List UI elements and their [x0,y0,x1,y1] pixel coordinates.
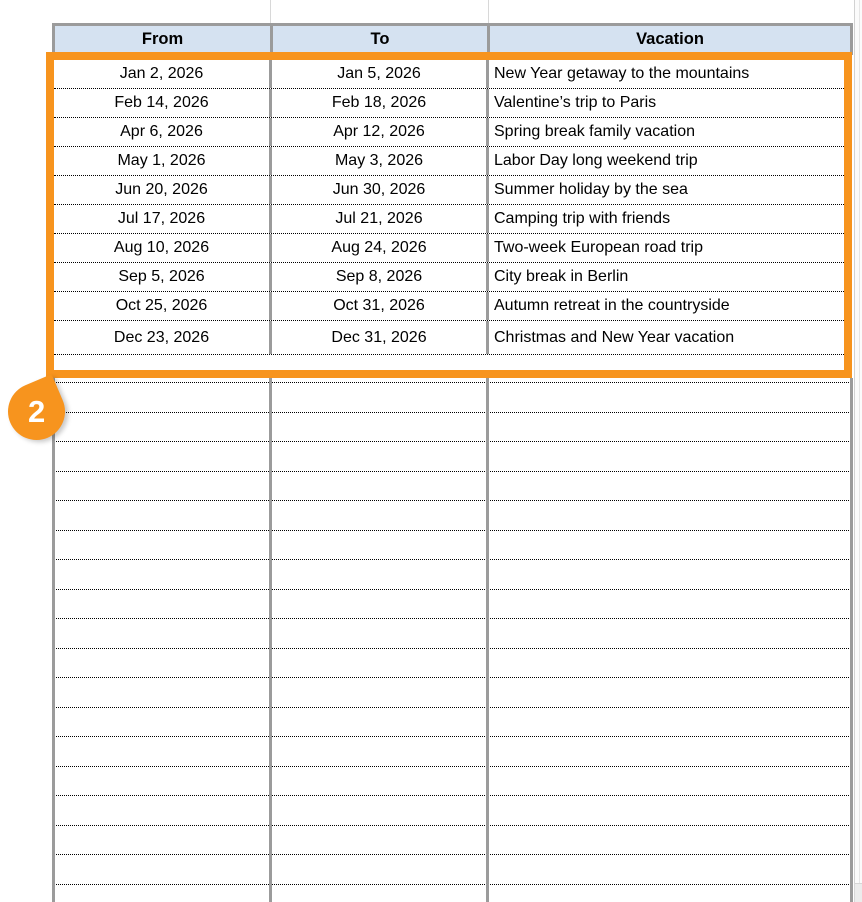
annotation-highlight-box [46,52,852,378]
gridline [52,378,55,902]
cell-from[interactable]: Jul 17, 2026 [54,205,272,233]
cell-to[interactable]: May 3, 2026 [272,147,489,175]
gridline [269,378,272,902]
cell-vacation[interactable]: Two-week European road trip [494,239,703,256]
cell-vacation[interactable]: Summer holiday by the sea [494,181,688,198]
cell-to[interactable]: Aug 24, 2026 [272,234,489,262]
cell-from[interactable]: Jun 20, 2026 [54,176,272,204]
empty-row[interactable] [52,472,853,502]
empty-row[interactable] [52,501,853,531]
empty-row[interactable] [52,531,853,561]
empty-row[interactable] [52,590,853,620]
cell-vacation[interactable]: Camping trip with friends [494,210,671,227]
cell-from[interactable]: Apr 6, 2026 [54,118,272,146]
cell-vacation[interactable]: Spring break family vacation [494,123,695,140]
empty-row[interactable] [52,678,853,708]
vertical-scrollbar[interactable] [854,0,862,902]
cell-to[interactable]: Jun 30, 2026 [272,176,489,204]
empty-row[interactable] [52,737,853,767]
column-header-vacation[interactable]: Vacation [487,26,850,52]
empty-row[interactable] [52,560,853,590]
empty-row[interactable] [52,826,853,856]
cell-to[interactable]: Feb 18, 2026 [272,89,489,117]
empty-row[interactable] [52,708,853,738]
cell-from[interactable]: Sep 5, 2026 [54,263,272,291]
column-header-from[interactable]: From [141,29,184,48]
empty-row[interactable] [52,855,853,885]
gridline [488,0,489,23]
empty-row[interactable] [52,619,853,649]
cell-to[interactable]: Oct 31, 2026 [272,292,489,320]
table-header-row [52,23,853,55]
cell-vacation[interactable]: Autumn retreat in the countryside [494,297,730,314]
cell-from[interactable]: Aug 10, 2026 [54,234,272,262]
empty-row[interactable] [52,442,853,472]
cell-vacation[interactable]: Valentine’s trip to Paris [494,94,657,111]
cell-from[interactable]: Oct 25, 2026 [54,292,272,320]
empty-row[interactable] [52,767,853,797]
empty-row[interactable] [52,649,853,679]
annotation-step-number: 2 [27,394,46,429]
cell-vacation[interactable]: New Year getaway to the mountains [494,65,750,82]
empty-rows [52,378,853,902]
empty-row[interactable] [52,413,853,443]
empty-row[interactable] [52,796,853,826]
cell-to[interactable]: Jan 5, 2026 [272,60,489,88]
cell-from[interactable]: May 1, 2026 [54,147,272,175]
empty-row[interactable] [52,885,853,902]
cell-vacation[interactable]: Labor Day long weekend trip [494,152,698,169]
cell-from[interactable]: Jan 2, 2026 [54,60,272,88]
scrollbar-corner [854,883,862,902]
gridline [270,0,271,23]
cell-to[interactable]: Sep 8, 2026 [272,263,489,291]
gridline [850,378,853,902]
empty-grid [52,378,853,902]
cell-from[interactable]: Feb 14, 2026 [54,89,272,117]
cell-to[interactable]: Jul 21, 2026 [272,205,489,233]
cell-vacation[interactable]: City break in Berlin [494,268,629,285]
gridline [486,378,489,902]
column-header-to[interactable]: To [270,26,487,52]
empty-row[interactable] [52,383,853,413]
cell-to[interactable]: Apr 12, 2026 [272,118,489,146]
cell-to[interactable]: Dec 31, 2026 [272,321,489,354]
cell-from[interactable]: Dec 23, 2026 [54,321,272,354]
cell-vacation[interactable]: Christmas and New Year vacation [494,328,735,346]
